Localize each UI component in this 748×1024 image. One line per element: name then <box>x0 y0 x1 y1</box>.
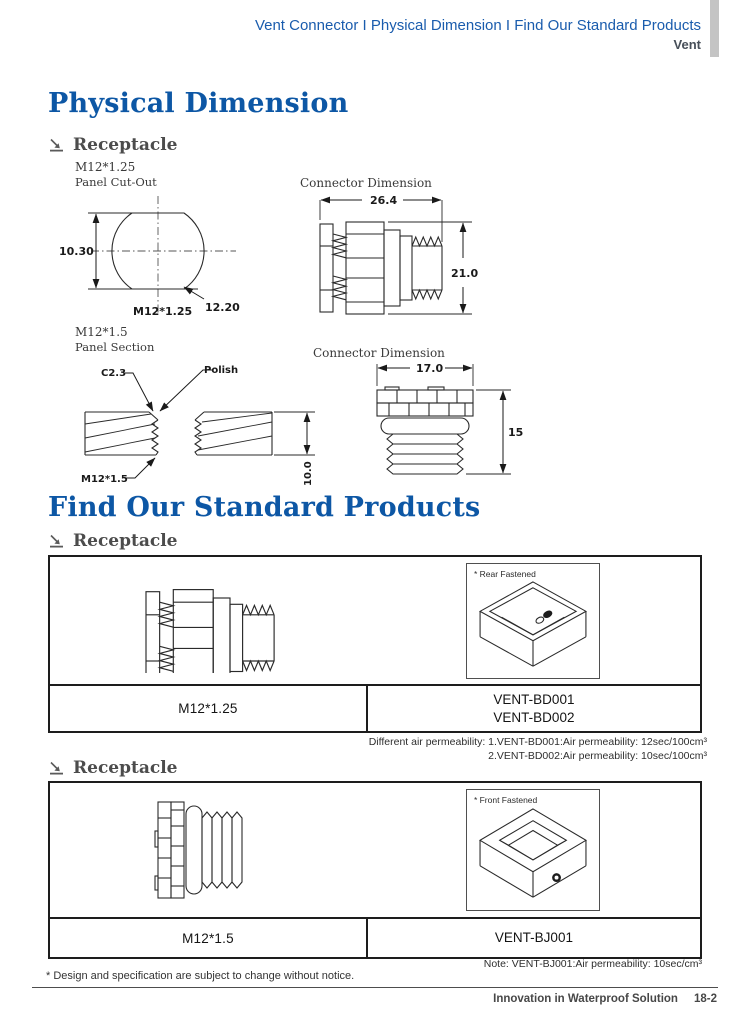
footer-brand <box>493 993 717 1005</box>
corner-arrow-icon <box>49 534 64 548</box>
section-receptacle-1 <box>49 135 178 155</box>
drawing-panel-section <box>65 352 320 492</box>
caption-panel-cutout: M12*1.25 Panel Cut-Out <box>75 160 157 189</box>
corner-arrow-icon <box>49 761 64 775</box>
section-label: Receptacle <box>73 758 178 778</box>
dim-21-0: 21.0 <box>451 267 479 280</box>
product-table-1 <box>48 555 702 733</box>
rear-fastened-caption: * Rear Fastened <box>473 568 536 579</box>
polish-label: Polish <box>204 365 239 376</box>
table1-mount-cell <box>366 557 700 684</box>
table2-mount-cell <box>366 783 700 917</box>
rear-fastened-box-drawing <box>468 578 598 676</box>
table1-image-row <box>50 557 700 686</box>
footer-rule <box>32 987 718 988</box>
table2-label-row <box>50 919 700 957</box>
section-receptacle-2 <box>49 531 178 551</box>
page-title-standard-products: Find Our Standard Products <box>48 492 481 523</box>
model-number: VENT-BD001 <box>493 691 575 707</box>
table1-thread-cell <box>50 686 368 731</box>
footer-page-number: 18-2 <box>693 993 717 1005</box>
thread-label: M12*1.25 <box>133 305 193 318</box>
footer-disclaimer: * Design and specification are subject to change without notice. <box>46 970 355 982</box>
drawing-connector-1 <box>300 190 500 340</box>
caption-connector-dim-2: Connector Dimension <box>313 346 445 360</box>
section-label: Receptacle <box>73 531 178 551</box>
table2-model-cell <box>368 919 700 957</box>
product-table-2 <box>48 781 702 959</box>
front-fastened-frame <box>466 789 600 911</box>
dim-15: 15 <box>508 426 524 439</box>
header-tab-bar <box>710 0 719 57</box>
model-number: VENT-BJ001 <box>494 930 573 945</box>
front-fastened-box-drawing <box>468 805 598 907</box>
table2-permeability-note: Note: VENT-BJ001:Air permeability: 10sec/cm³ <box>483 958 702 970</box>
table1-permeability-note: Different air permeability: 1.VENT-BD001:Air permeability: 12sec/100cm³ 2.VENT-BD002:Air permeability: 10sec/100cm³ <box>368 736 707 762</box>
thread-label-section: M12*1.5 <box>81 474 128 485</box>
header-category: Vent <box>673 37 701 52</box>
drawing-connector-2 <box>315 358 525 490</box>
section-label: Receptacle <box>73 135 178 155</box>
rear-fastened-frame <box>466 563 600 679</box>
connector-bd-image <box>140 569 275 673</box>
drawing-panel-cutout <box>58 193 303 325</box>
thread-size: M12*1.25 <box>178 701 238 716</box>
chamfer-label: C2.3 <box>101 368 127 379</box>
table2-thread-cell <box>50 919 368 957</box>
table1-product-drawing <box>50 557 366 684</box>
caption-panel-section: M12*1.5 Panel Section <box>75 325 155 354</box>
footer-tagline: Innovation in Waterproof Solution <box>493 993 678 1005</box>
table2-product-drawing <box>50 783 366 917</box>
dim-10-30: 10.30 <box>59 245 94 258</box>
front-fastened-caption: * Front Fastened <box>473 795 538 805</box>
model-number: VENT-BD002 <box>493 709 575 725</box>
caption-connector-dim-1: Connector Dimension <box>300 176 432 190</box>
dim-10-0: 10.0 <box>303 461 314 486</box>
table1-label-row <box>50 686 700 731</box>
section-receptacle-3 <box>49 758 178 778</box>
breadcrumb: Vent Connector I Physical Dimension I Find Our Standard Products <box>254 17 701 34</box>
dim-12-20: 12.20 <box>205 301 240 314</box>
table2-image-row <box>50 783 700 919</box>
dim-17-0: 17.0 <box>416 362 444 375</box>
thread-size: M12*1.5 <box>182 930 234 946</box>
table1-model-cell <box>368 686 700 731</box>
connector-bj-image <box>143 795 273 905</box>
corner-arrow-icon <box>49 138 64 152</box>
page-title-physical-dimension: Physical Dimension <box>48 88 349 119</box>
dim-26-4: 26.4 <box>370 194 398 207</box>
